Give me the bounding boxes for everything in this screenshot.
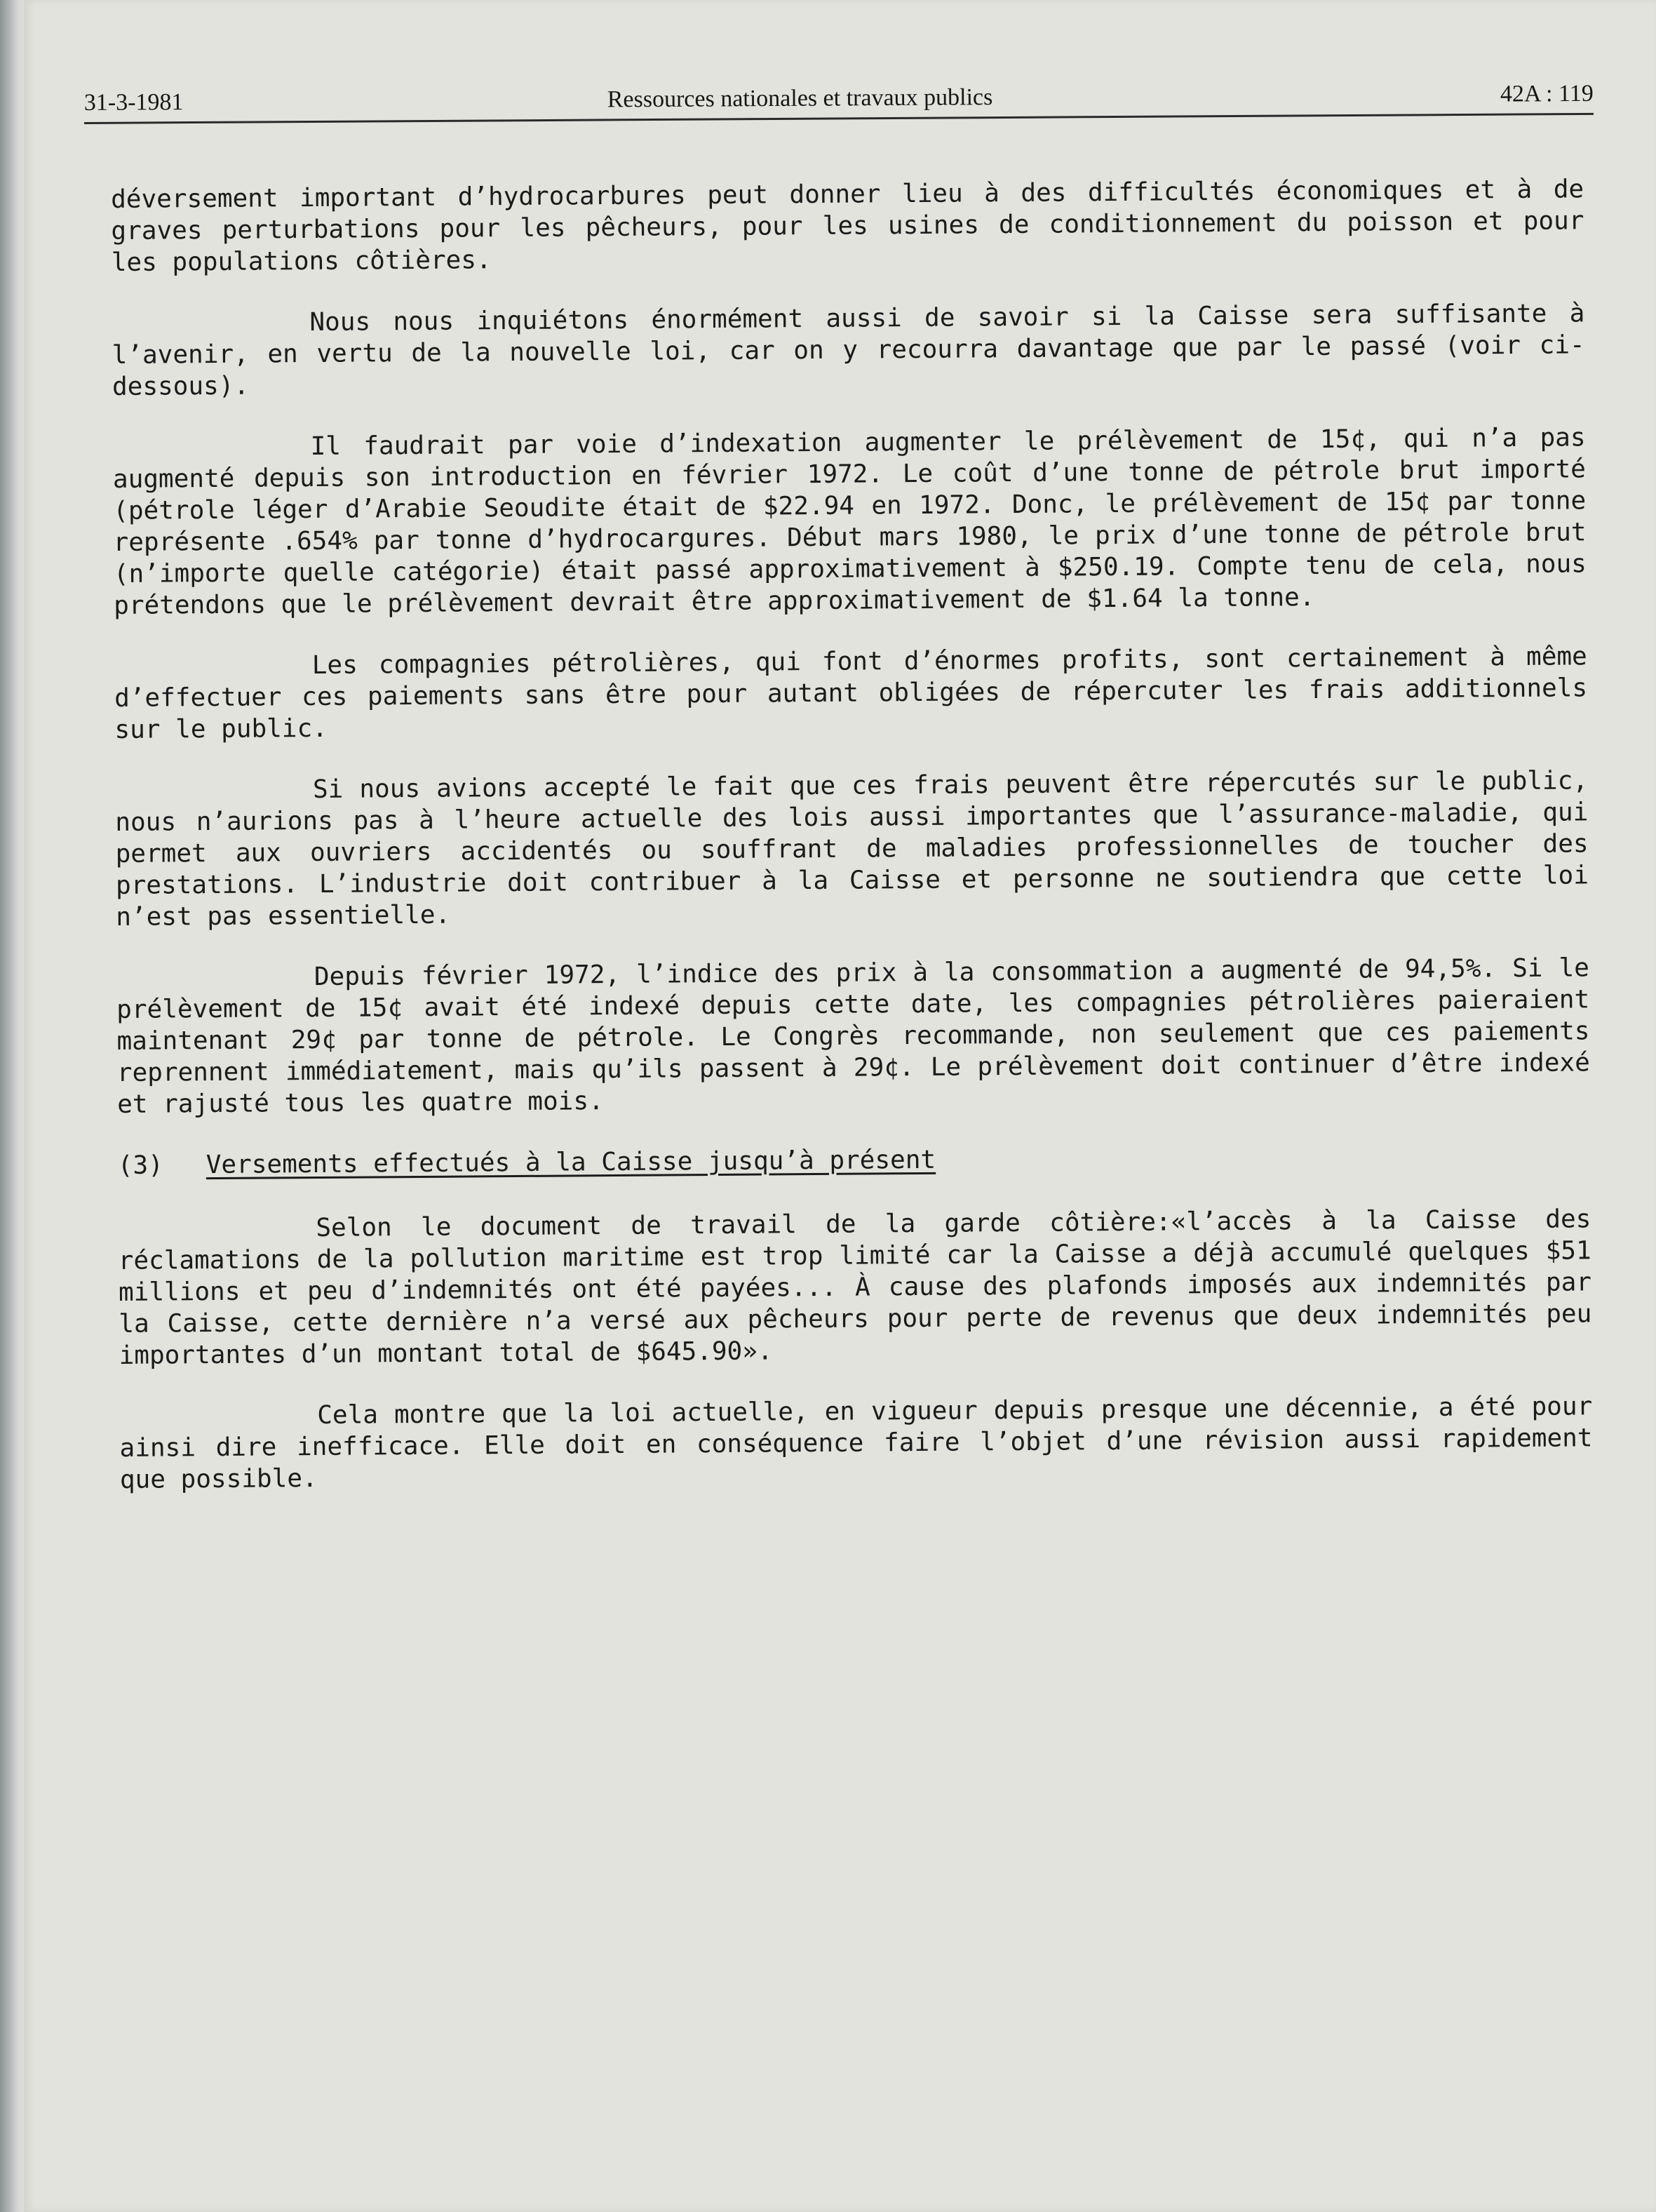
section-title: Versements effectués à la Caisse jusqu’à présent (206, 1145, 936, 1180)
paragraph-costs-passed-on: Si nous avions accepté le fait que ces frais peuvent être répercutés sur le public, nous n’aurions pas à l’heure actuelle des lois aussi importantes que l’assurance-maladie, qui permet aux ouvriers accidentés ou souffrant de maladies professionnelles de toucher des prestations. L’industrie doit contribuer à la Caisse et personne ne soutiendra que cette loi n’est pas essentielle. (115, 766, 1589, 932)
paragraph-continuation: déversement important d’hydrocarbures peut donner lieu à des difficultés économiques et à de graves perturbations pour les pêcheurs, pour les usines de conditionnement du poisson et pour les populations côtières. (111, 175, 1584, 277)
header-date: 31-3-1981 (83, 89, 184, 116)
document-page (24, 0, 1656, 2212)
section-number: (3) (117, 1151, 163, 1180)
paragraph-consumer-price-index: Depuis février 1972, l’indice des prix à la consommation a augmenté de 94,5%. Si le prélèvement de 15¢ avait été indexé depuis cette date, les compagnies pétrolières paieraient maintenant 29¢ par tonne de pétrole. Le Congrès recommande, non seulement que ces paiements reprennent immédiatement, mais qu’ils passent à 29¢. Le prélèvement doit continuer d’être indexé et rajusté tous les quatre mois. (116, 953, 1590, 1119)
page-header (84, 64, 1594, 124)
paragraph-oil-companies: Les compagnies pétrolières, qui font d’énormes profits, sont certainement à même d’effectuer ces paiements sans être pour autant obligées de répercuter les frais additionnels sur le public. (114, 642, 1588, 744)
paragraph-conclusion: Cela montre que la loi actuelle, en vigueur depuis presque une décennie, a été pour ainsi dire inefficace. Elle doit en conséquence faire l’objet d’une révision aussi rapidement que possible. (119, 1392, 1593, 1494)
header-title: Ressources nationales et travaux publics (607, 84, 993, 113)
document-body (111, 173, 1593, 1525)
paragraph-fund-sufficiency: Nous nous inquiétons énormément aussi de savoir si la Caisse sera suffisante à l’avenir, en vertu de la nouvelle loi, car on y recourra davantage que par le passé (voir ci-dessous). (112, 299, 1585, 401)
section-heading (118, 1139, 1591, 1181)
paragraph-coast-guard-quote: Selon le document de travail de la garde côtière:«l’accès à la Caisse des réclamations de la pollution maritime est trop limité car la Caisse a déjà accumulé quelques $51 millions et peu d’indemnités ont été payées... À cause des plafonds imposés aux indemnités par la Caisse, cette dernière n’a versé aux pêcheurs pour perte de revenus que deux indemnités peu importantes d’un montant total de $645.90». (118, 1205, 1592, 1370)
paragraph-levy-indexation: Il faudrait par voie d’indexation augmenter le prélèvement de 15¢, qui n’a pas augmenté depuis son introduction en février 1972. Le coût d’une tonne de pétrole brut importé (pétrole léger d’Arabie Seoudite était de $22.94 en 1972. Donc, le prélèvement de 15¢ par tonne représente .654% par tonne d’hydrocargures. Début mars 1980, le prix d’une tonne de pétrole brut (n’importe quelle catégorie) était passé approximativement à $250.19. Compte tenu de cela, nous prétendons que le prélèvement devrait être approximativement de $1.64 la tonne. (112, 423, 1587, 620)
header-page-number: 42A : 119 (1500, 80, 1594, 107)
